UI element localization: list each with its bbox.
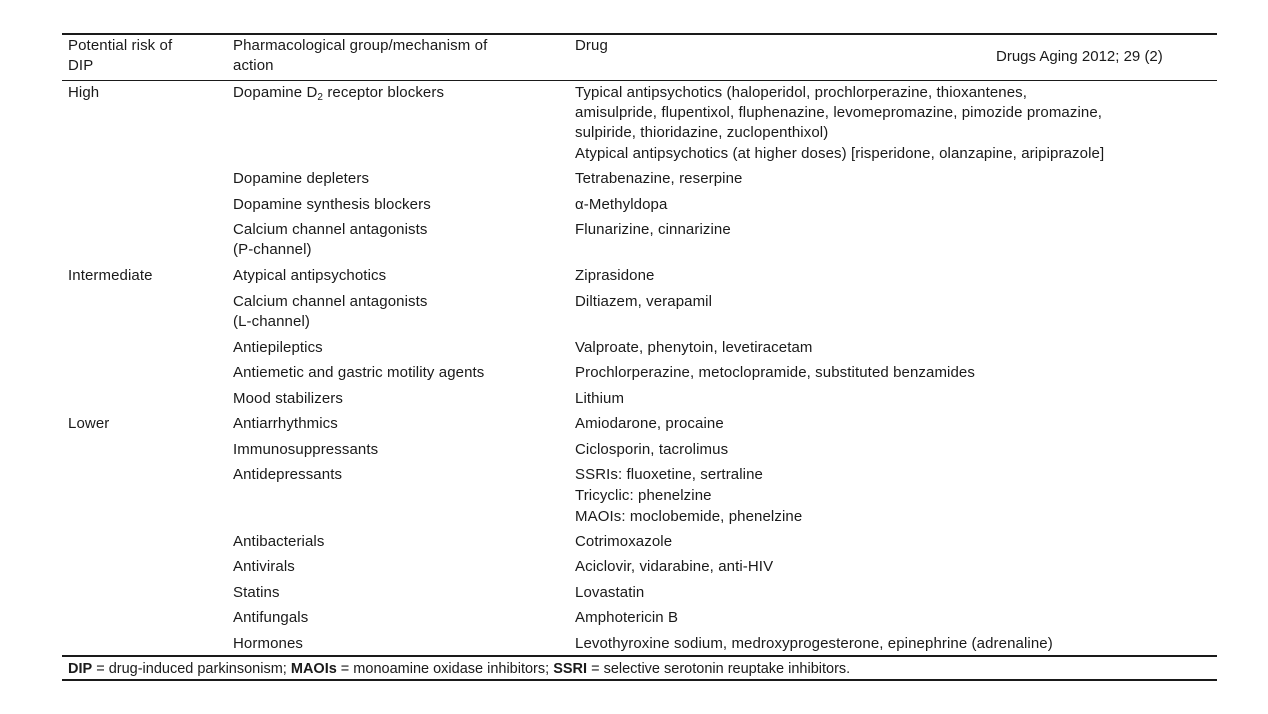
group-cell: Dopamine synthesis blockers <box>233 196 431 213</box>
group-cell: Antifungals <box>233 609 309 626</box>
group-cell: Antiemetic and gastric motility agents <box>233 364 485 381</box>
table-top-rule <box>62 33 1217 35</box>
drug-cell: Aciclovir, vidarabine, anti-HIV <box>575 558 774 575</box>
footnote-bottom-rule <box>62 679 1217 681</box>
drug-line: Tricyclic: phenelzine <box>575 487 712 504</box>
drug-line: sulpiride, thioridazine, zuclopenthixol) <box>575 124 829 141</box>
group-cell: Antiarrhythmics <box>233 415 338 432</box>
risk-high: High <box>68 84 100 101</box>
citation: Drugs Aging 2012; 29 (2) <box>996 48 1163 65</box>
drug-cell: Amiodarone, procaine <box>575 415 724 432</box>
group-cell: Antibacterials <box>233 533 325 550</box>
drug-cell: Tetrabenazine, reserpine <box>575 170 743 187</box>
group-cell: Antivirals <box>233 558 295 575</box>
group-dopamine-d2-blockers: Dopamine $D_2$ receptor blockers <box>233 84 445 103</box>
table-bottom-rule <box>62 655 1217 657</box>
drug-cell: Amphotericin B <box>575 609 679 626</box>
drug-cell: Flunarizine, cinnarizine <box>575 221 731 238</box>
drug-cell: Levothyroxine sodium, medroxyprogesterone, epinephrine (adrenaline) <box>575 635 1053 652</box>
risk-lower: Lower <box>68 415 110 432</box>
drug-line: Typical antipsychotics (haloperidol, prochlorperazine, thioxantenes, <box>575 84 1028 101</box>
header-group-line-1: Pharmacological group/mechanism of <box>233 37 488 54</box>
drug-cell: Lovastatin <box>575 584 645 601</box>
header-drug: Drug <box>575 37 608 54</box>
drug-cell: Prochlorperazine, metoclopramide, substituted benzamides <box>575 364 975 381</box>
group-cell: Immunosuppressants <box>233 441 379 458</box>
drug-cell: α-Methyldopa <box>575 196 668 213</box>
risk-intermediate: Intermediate <box>68 267 153 284</box>
group-cell: Antidepressants <box>233 466 343 483</box>
drug-cell: Cotrimoxazole <box>575 533 673 550</box>
header-risk-line-1: Potential risk of <box>68 37 173 54</box>
drug-cell: Ziprasidone <box>575 267 655 284</box>
drug-cell: Lithium <box>575 390 625 407</box>
group-cell: Statins <box>233 584 280 601</box>
drug-cell: Valproate, phenytoin, levetiracetam <box>575 339 813 356</box>
header-risk-line-2: DIP <box>68 57 94 74</box>
drug-line: Atypical antipsychotics (at higher doses) [risperidone, olanzapine, aripiprazole] <box>575 145 1105 162</box>
group-cell: Atypical antipsychotics <box>233 267 387 284</box>
header-bottom-rule <box>62 80 1217 81</box>
drug-cell: Ciclosporin, tacrolimus <box>575 441 729 458</box>
drug-line: SSRIs: fluoxetine, sertraline <box>575 466 763 483</box>
group-cell: Calcium channel antagonists <box>233 221 428 238</box>
header-group-line-2: action <box>233 57 274 74</box>
group-cell: Mood stabilizers <box>233 390 343 407</box>
drug-cell: Diltiazem, verapamil <box>575 293 713 310</box>
group-cell: Dopamine depleters <box>233 170 370 187</box>
footnote: DIP = drug-induced parkinsonism; MAOIs = monoamine oxidase inhibitors; SSRI = selective serotonin reuptake inhibitors. <box>68 661 851 677</box>
group-cell: Antiepileptics <box>233 339 323 356</box>
group-cell: (P-channel) <box>233 241 312 258</box>
drug-line: amisulpride, flupentixol, fluphenazine, levomepromazine, pimozide promazine, <box>575 104 1103 121</box>
group-cell: Calcium channel antagonists <box>233 293 428 310</box>
group-cell: Hormones <box>233 635 303 652</box>
group-cell: (L-channel) <box>233 313 310 330</box>
drug-line: MAOIs: moclobemide, phenelzine <box>575 508 803 525</box>
